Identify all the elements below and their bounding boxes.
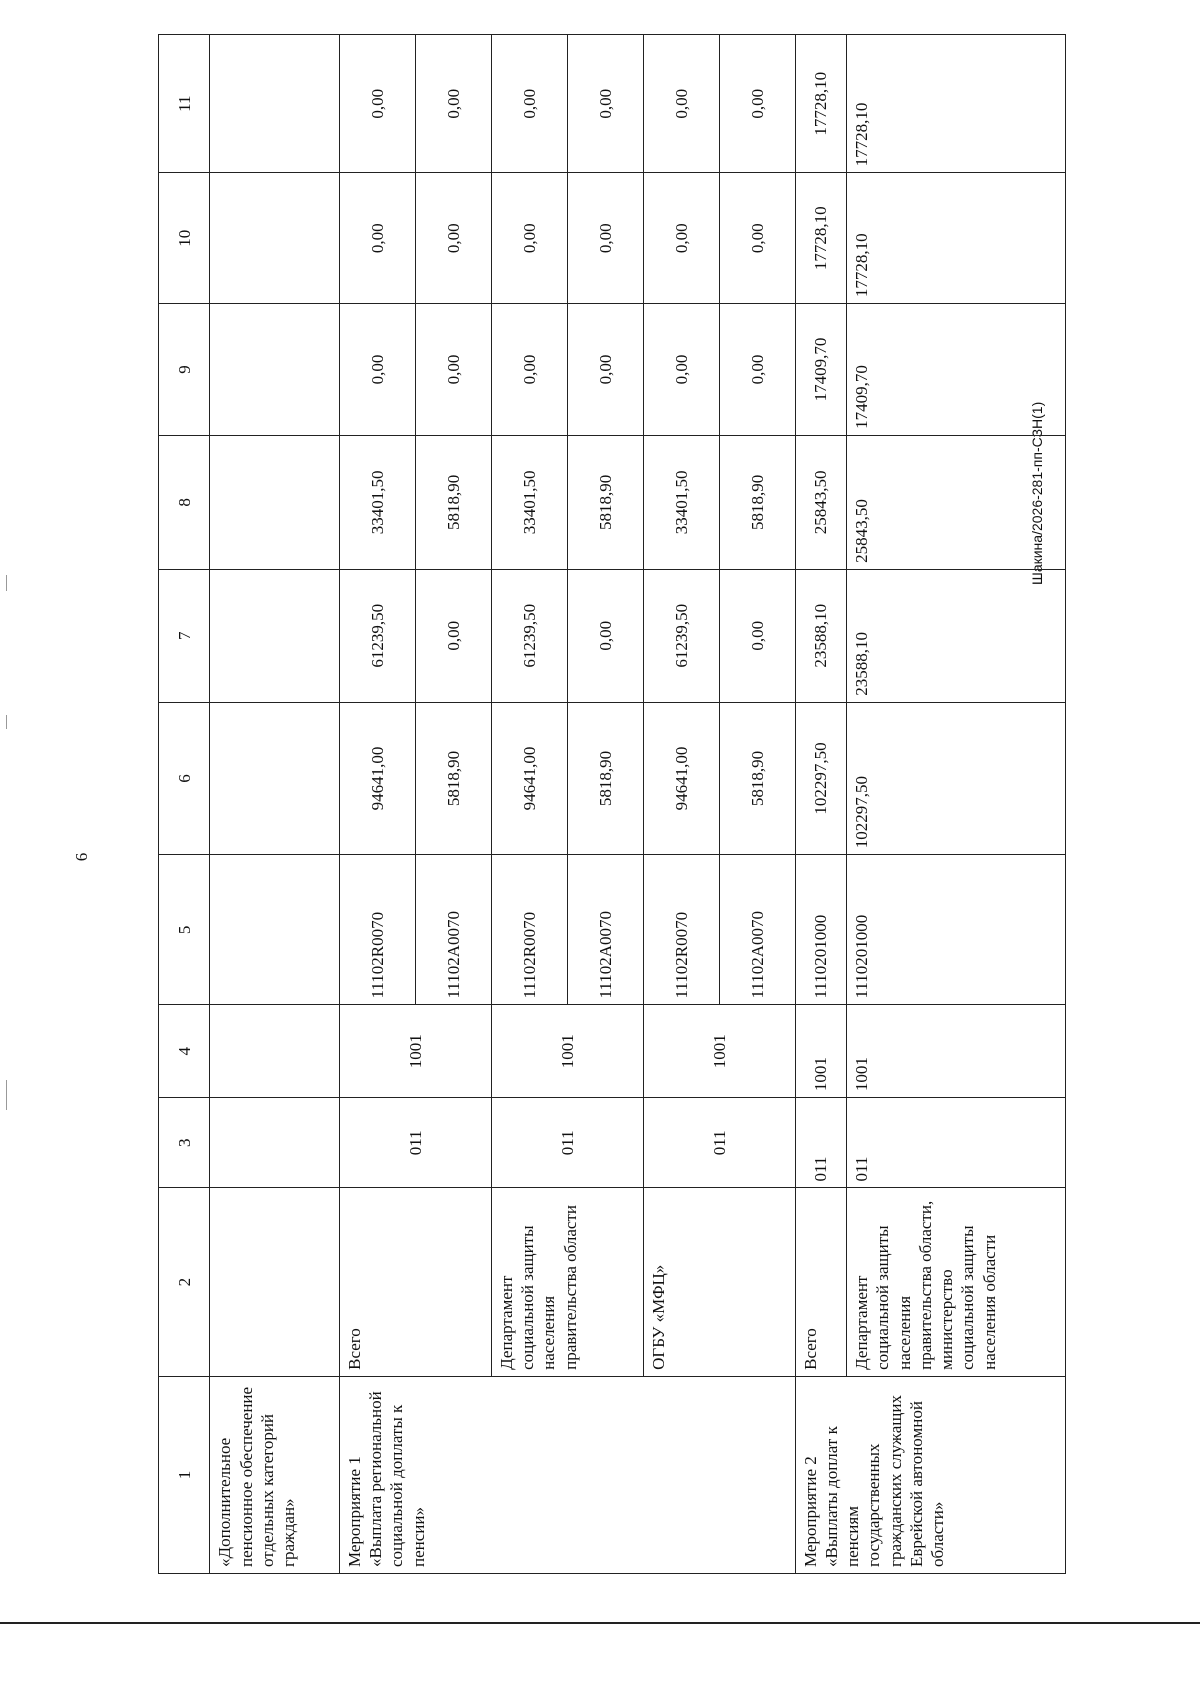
value-cell: 23588,10	[795, 569, 846, 702]
value-cell: 0,00	[491, 304, 567, 436]
value-cell: 0,00	[719, 173, 795, 304]
value-cell: 17728,10	[847, 35, 1066, 173]
value-cell: 0,00	[415, 35, 491, 173]
value-cell: 0,00	[491, 173, 567, 304]
value-cell: 25843,50	[847, 435, 1066, 569]
value-cell: 0,00	[643, 173, 719, 304]
value-cell: 61239,50	[643, 569, 719, 702]
value-cell: 17409,70	[795, 304, 846, 436]
table-row	[339, 35, 415, 1574]
table-cell	[210, 1005, 340, 1098]
table-cell	[210, 702, 340, 854]
page-number: 6	[72, 852, 91, 862]
value-cell: 0,00	[719, 569, 795, 702]
value-cell: 102297,50	[795, 702, 846, 854]
table-cell	[210, 304, 340, 436]
value-cell: 0,00	[415, 304, 491, 436]
grbs-cell: 011	[643, 1098, 795, 1188]
value-cell: 17728,10	[795, 173, 846, 304]
value-cell: 5818,90	[567, 702, 643, 854]
value-cell: 61239,50	[339, 569, 415, 702]
table-cell	[210, 173, 340, 304]
value-cell: 17728,10	[795, 35, 846, 173]
grbs-cell: 011	[339, 1098, 491, 1188]
value-cell: 5818,90	[415, 702, 491, 854]
header-cell: 5	[159, 855, 210, 1005]
header-row	[159, 35, 210, 1574]
value-cell: 5818,90	[567, 435, 643, 569]
value-cell: 94641,00	[339, 702, 415, 854]
csr-cell: 11102А0070	[567, 855, 643, 1005]
value-cell: 0,00	[643, 304, 719, 436]
scan-edge-mark	[6, 715, 7, 729]
csr-cell: 11102R0070	[339, 855, 415, 1005]
table-row	[643, 35, 719, 1574]
executor-cell: Всего	[339, 1188, 491, 1376]
grbs-cell: 011	[795, 1098, 846, 1188]
bottom-divider	[0, 1622, 1200, 1624]
value-cell: 33401,50	[339, 435, 415, 569]
value-cell: 94641,00	[643, 702, 719, 854]
table-cell	[210, 35, 340, 173]
executor-cell: Всего	[795, 1188, 846, 1376]
executor-cell: ОГБУ «МФЦ»	[643, 1188, 795, 1376]
value-cell: 0,00	[719, 35, 795, 173]
table-cell	[210, 435, 340, 569]
value-cell: 0,00	[643, 35, 719, 173]
value-cell: 5818,90	[719, 435, 795, 569]
executor-cell: Департамент социальной защиты населения правительства области	[491, 1188, 643, 1376]
csr-cell: 1110201000	[795, 855, 846, 1005]
rzpr-cell: 1001	[339, 1005, 491, 1098]
header-cell: 4	[159, 1005, 210, 1098]
scan-edge-mark	[6, 575, 7, 591]
activity-name: Мероприятие 1 «Выплата региональной социальной доплаты к пенсии»	[339, 1376, 795, 1573]
activity-name: Мероприятие 2 «Выплаты доплат к пенсиям государственных гражданских служащих Еврейской автономной области»	[795, 1376, 1065, 1573]
value-cell: 61239,50	[491, 569, 567, 702]
value-cell: 0,00	[567, 173, 643, 304]
value-cell: 94641,00	[491, 702, 567, 854]
budget-table-rotated	[158, 34, 1066, 1574]
table-cell	[210, 855, 340, 1005]
rzpr-cell: 1001	[847, 1005, 1066, 1098]
value-cell: 5818,90	[415, 435, 491, 569]
table-row	[847, 35, 1066, 1574]
header-cell: 11	[159, 35, 210, 173]
table-row	[491, 35, 567, 1574]
value-cell: 0,00	[491, 35, 567, 173]
csr-cell: 11102А0070	[415, 855, 491, 1005]
value-cell: 17728,10	[847, 173, 1066, 304]
csr-cell: 11102R0070	[491, 855, 567, 1005]
rzpr-cell: 1001	[491, 1005, 643, 1098]
value-cell: 0,00	[339, 35, 415, 173]
value-cell: 0,00	[567, 35, 643, 173]
csr-cell: 11102R0070	[643, 855, 719, 1005]
document-code: Шакина/2026-281-пп-СЗН(1)	[1029, 401, 1045, 585]
value-cell: 0,00	[339, 304, 415, 436]
value-cell: 0,00	[567, 569, 643, 702]
rzpr-cell: 1001	[795, 1005, 846, 1098]
table-cell	[210, 569, 340, 702]
table-cell	[210, 1188, 340, 1376]
value-cell: 33401,50	[643, 435, 719, 569]
csr-cell: 11102А0070	[719, 855, 795, 1005]
value-cell: 0,00	[415, 569, 491, 702]
table-row	[795, 35, 846, 1574]
grbs-cell: 011	[847, 1098, 1066, 1188]
table-row	[210, 35, 340, 1574]
header-cell: 3	[159, 1098, 210, 1188]
value-cell: 5818,90	[719, 702, 795, 854]
value-cell: 25843,50	[795, 435, 846, 569]
rzpr-cell: 1001	[643, 1005, 795, 1098]
header-cell: 1	[159, 1376, 210, 1573]
value-cell: 102297,50	[847, 702, 1066, 854]
value-cell: 0,00	[415, 173, 491, 304]
value-cell: 0,00	[719, 304, 795, 436]
header-cell: 8	[159, 435, 210, 569]
value-cell: 0,00	[339, 173, 415, 304]
value-cell: 0,00	[567, 304, 643, 436]
table-cell	[210, 1098, 340, 1188]
executor-cell: Департамент социальной защиты населения правительства области, министерство социальной защиты населения области	[847, 1188, 1066, 1376]
header-cell: 9	[159, 304, 210, 436]
budget-table	[158, 34, 1066, 1574]
value-cell: 17409,70	[847, 304, 1066, 436]
value-cell: 33401,50	[491, 435, 567, 569]
header-cell: 2	[159, 1188, 210, 1376]
value-cell: 23588,10	[847, 569, 1066, 702]
csr-cell: 1110201000	[847, 855, 1066, 1005]
header-cell: 10	[159, 173, 210, 304]
header-cell: 6	[159, 702, 210, 854]
grbs-cell: 011	[491, 1098, 643, 1188]
header-cell: 7	[159, 569, 210, 702]
subprogram-name: «Дополнительное пенсионное обеспечение отдельных категорий граждан»	[210, 1376, 340, 1573]
scan-edge-mark	[6, 1080, 7, 1110]
